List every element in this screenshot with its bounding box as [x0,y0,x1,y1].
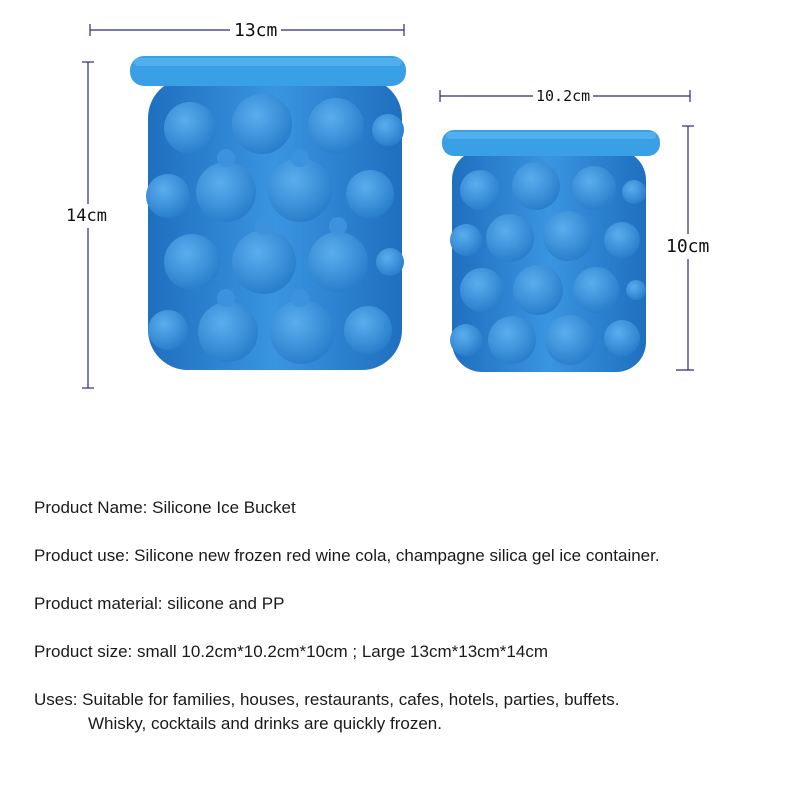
spec-uses [34,688,784,736]
spec-uses-line-1: Uses: Suitable for families, houses, restaurants, cafes, hotels, parties, buffets. [34,690,620,709]
large-bucket [130,56,406,370]
spec-product-material: Product material: silicone and PP [34,594,285,613]
small-width-label: 10.2cm [533,87,593,105]
large-height-label: 14cm [66,206,107,226]
spec-product-size: Product size: small 10.2cm*10.2cm*10cm ; Large 13cm*13cm*14cm [34,642,548,661]
spec-product-use: Product use: Silicone new frozen red wine cola, champagne silica gel ice container. [34,546,660,565]
product-specs [34,496,784,760]
spec-uses-line-2: Whisky, cocktails and drinks are quickly frozen. [88,714,442,733]
small-bucket [442,130,660,372]
large-width-label: 13cm [230,20,281,41]
spec-product-name: Product Name: Silicone Ice Bucket [34,498,296,517]
small-height-label: 10cm [666,236,710,257]
